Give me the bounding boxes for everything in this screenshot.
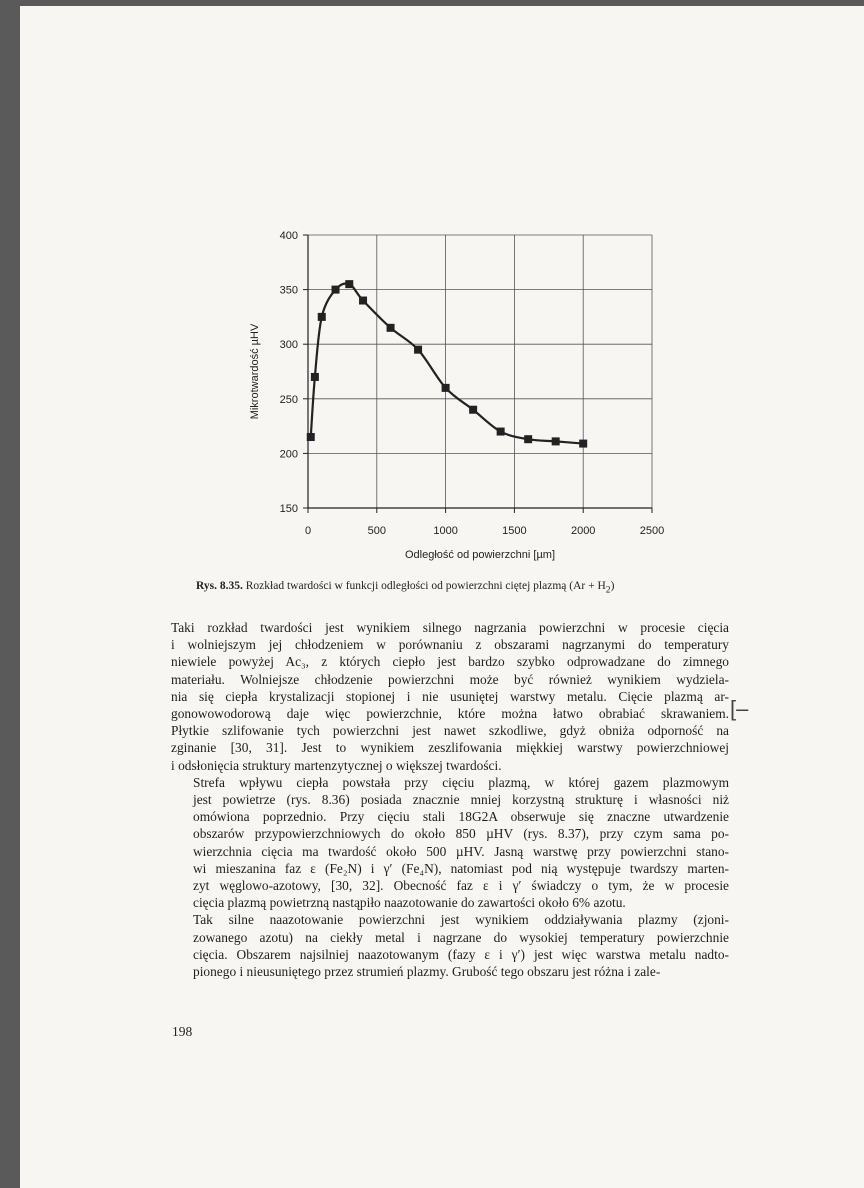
data-point-marker	[469, 406, 477, 414]
hardness-chart	[20, 6, 864, 606]
data-point-marker	[497, 428, 505, 436]
y-axis-label: Mikrotwardość µHV	[249, 323, 261, 420]
x-tick-label: 1000	[433, 525, 458, 537]
y-tick-label: 300	[279, 339, 298, 352]
figure-caption	[196, 580, 756, 595]
caption-subscript: 2	[605, 584, 611, 596]
x-tick-label: 500	[367, 525, 386, 537]
text-line: Taki rozkład twardości jest wynikiem silnego nagrzania powierzchni w procesie cięcia	[171, 620, 729, 635]
hardness-series-points	[307, 280, 587, 447]
text-line: Strefa wpływu ciepła powstała przy cięciu plazmą, w której gazem plazmowym	[193, 774, 729, 790]
paragraph	[171, 619, 729, 774]
text-line: nia się ciepła krystalizacji stopionej i nie usuniętej warstwy metalu. Cięcie plazmą ar-	[171, 688, 729, 704]
y-tick-label: 150	[279, 503, 298, 515]
data-point-marker	[332, 286, 340, 294]
y-tick-label: 200	[279, 448, 298, 461]
text-line: cięcia plazmą powietrzną nastąpiło naazotowanie do zawartości około 6% azotu.	[193, 895, 626, 911]
margin-annotation-mark: [–	[730, 696, 749, 721]
x-axis-label: Odległość od powierzchni [µm]	[404, 549, 556, 561]
text-line: niewiele powyżej Ac₃, z których ciepło jest bardzo szybko odprowadzane do zimnego	[171, 654, 729, 670]
x-tick-label: 1500	[502, 525, 527, 537]
data-point-marker	[345, 280, 353, 288]
data-point-marker	[307, 433, 315, 441]
text-line: i wolniejszym jej chłodzeniem w porównaniu z obszarami nagrzanymi do temperatury	[171, 637, 729, 653]
data-point-marker	[552, 437, 560, 445]
text-line: wierzchnia cięcia ma twardość około 500 µHV. Jasną warstwę przy powierzchni stano-	[193, 843, 729, 859]
chart-axes	[303, 235, 652, 513]
caption-text: Rozkład twardości w funkcji odległości od powierzchni ciętej plazmą (Ar + H	[245, 580, 606, 592]
paragraph	[171, 774, 729, 912]
text-line: wi mieszanina faz ε (Fe₂N) i γ′ (Fe₄N), natomiast pod nią występuje twardszy marten-	[193, 860, 729, 876]
text-line: Tak silne naazotowanie powierzchni jest wynikiem oddziaływania plazmy (zjoni-	[193, 912, 729, 928]
chart-tick-labels	[280, 230, 665, 537]
text-line: zowanego azotu) na ciekły metal i nagrzane do wysokiej temperatury powierzchnie	[193, 929, 729, 945]
x-tick-label: 2000	[570, 525, 596, 537]
document-page	[20, 6, 864, 1188]
x-tick-label: 0	[304, 525, 312, 537]
page-number: 198	[172, 1024, 193, 1039]
x-tick-label: 2500	[639, 525, 665, 537]
text-line: i odsłonięcia struktury martenzytycznej o większej twardości.	[171, 757, 502, 773]
data-point-marker	[524, 435, 532, 443]
text-line: zginanie [30, 31]. Jest to wynikiem zeszlifowania miękkiej warstwy powierzchniowej	[171, 740, 729, 756]
y-tick-label: 400	[279, 230, 298, 242]
text-line: obszarów przypowierzchniowych do około 850 µHV (rys. 8.37), przy czym sama po-	[193, 826, 729, 842]
data-point-marker	[387, 324, 395, 332]
text-line: cięcia. Obszarem najsilniej naazotowanym (fazy ε i γ′) jest więc warstwa metalu nadto-	[193, 946, 729, 962]
text-line: materiału. Wolniejsze chłodzenie powierzchni może być również wynikiem wydziela-	[171, 671, 729, 687]
text-line: zyt węglowo-azotowy, [30, 32]. Obecność faz ε i γ′ świadczy o tym, że w procesie	[193, 878, 729, 894]
data-point-marker	[579, 440, 587, 448]
text-line: pionego i nieusuniętego przez strumień plazmy. Grubość tego obszaru jest różna i zale-	[193, 964, 661, 980]
y-tick-label: 250	[279, 393, 298, 406]
data-point-marker	[311, 373, 319, 381]
hardness-series-line	[311, 283, 583, 443]
data-point-marker	[359, 297, 367, 305]
text-line: gonowowodorową daje więc powierzchnie, które można łatwo obrabiać skrawaniem.	[171, 706, 729, 722]
data-point-marker	[318, 313, 326, 321]
y-tick-label: 350	[279, 284, 298, 297]
paragraph	[171, 911, 729, 980]
text-line: jest powietrze (rys. 8.36) posiada znacznie mniej korzystną strukturę i własności niż	[193, 792, 729, 808]
body-text	[171, 619, 729, 980]
data-point-marker	[442, 384, 450, 392]
text-line: omówiona poprzednio. Przy cięciu stali 18G2A obserwuje się znaczne utwardzenie	[193, 809, 729, 825]
text-line: Płytkie szlifowanie tych powierzchni jest nawet szkodliwe, gdyż obniża odporność na	[171, 723, 729, 739]
caption-end: )	[610, 580, 615, 592]
chart-grid	[308, 235, 652, 508]
data-point-marker	[414, 346, 422, 354]
caption-label: Rys. 8.35.	[196, 580, 243, 592]
